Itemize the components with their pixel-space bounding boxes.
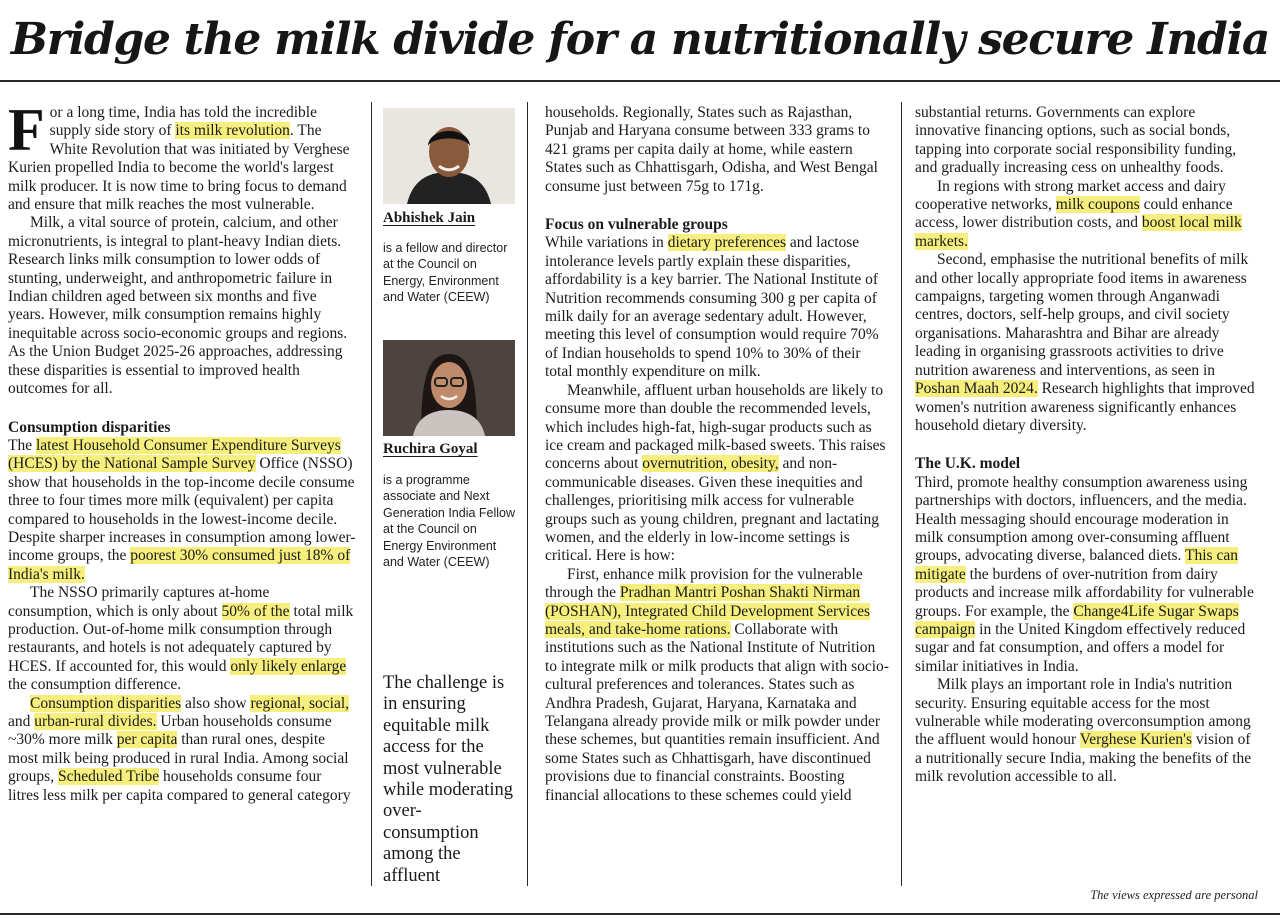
highlight: per capita [116, 731, 178, 749]
paragraph: The latest Household Consumer Expenditure Surveys (HCES) by the National Sample Survey Office (NSSO) show that households in the top-income decile consume three to four times more milk (equivalent) per capita compared to households in the lowest-income decile. Despite sharper increases in consumption among lower-income groups, the poorest 30% consumed just 18% of India's milk. [8, 436, 356, 583]
author-photo-ruchira [383, 340, 515, 436]
highlight: Scheduled Tribe [57, 768, 160, 786]
paragraph-intro: For a long time, India has told the incredible supply side story of its milk revolution. The White Revolution that was initiated by Verghese Kurien propelled India to become the world's largest milk producer. It is now time to bring focus to demand and ensure that milk reaches the most vulnerable. [8, 104, 350, 214]
article-headline: Bridge the milk divide for a nutritionally secure India [10, 14, 1270, 65]
paragraph: In regions with strong market access and dairy cooperative networks, milk coupons could enhance access, lower distribution costs, and boost local milk markets. [915, 177, 1242, 250]
paragraph: Milk plays an important role in India's nutrition security. Ensuring equitable access for the most vulnerable while moderating overconsumption among the affluent would honour Verghese Kurien's vision of a nutritionally secure India, making the benefits of the milk revolution accessible to all. [915, 676, 1252, 786]
paragraph: Second, emphasise the nutritional benefits of milk and other locally appropriate food items in awareness campaigns, targeting women through Anganwadi centres, doctors, self-help groups, and civil society organisations. Maharashtra and Bihar are already leading in organising grassroots activities to drive nutrition awareness and interventions, as seen in Poshan Maah 2024. Research highlights that improved women's nutrition awareness significantly enhances household dietary diversity. [915, 251, 1255, 434]
highlight: Consumption disparities [30, 694, 182, 712]
paragraph: substantial returns. Governments can explore innovative financing options, such as social bonds, tapping into corporate social responsibility funding, and gradually increasing cess on unhealthy foods. [915, 104, 1237, 177]
author-bio: is a fellow and director at the Council on Energy, Environment and Water (CEEW) [383, 241, 508, 305]
highlight: poorest 30% consumed just 18% of India's milk. [8, 547, 351, 583]
column-divider-1 [371, 102, 372, 886]
paragraph: Meanwhile, affluent urban households are likely to consume more than double the recommended levels, which includes high-fat, high-sugar products such as ice cream and packaged milk-based sweets. This raises concerns about overnutrition, obesity, and non-communicable diseases. Given these inequities and challenges, prioritising milk access for vulnerable groups such as young children, pregnant and lactating women, and the elderly in low-income settings is critical. Here is how: [545, 381, 886, 565]
section-heading-consumption: Consumption disparities [8, 418, 171, 436]
paragraph: Consumption disparities also show regional, social, and urban-rural divides. Urban households consume ~30% more milk per capita than rural ones, despite most milk being produced in rural India. Among social groups, Scheduled Tribe households consume four litres less milk per capita compared to general category [8, 694, 351, 804]
column-divider-3 [901, 102, 902, 886]
drop-cap: F [8, 104, 45, 163]
footer-rule [0, 913, 1280, 915]
highlight: only likely enlarge [230, 657, 347, 675]
author-name: Abhishek Jain [383, 210, 476, 226]
section-heading-uk-model: The U.K. model [915, 455, 1021, 473]
highlight: regional, social, [250, 694, 350, 712]
article-column-1 [8, 104, 356, 894]
man-portrait-icon [383, 108, 515, 204]
highlight: This can mitigate [915, 547, 1238, 583]
highlight: latest Household Consumer Expenditure Surveys (HCES) by the National Sample Survey [8, 436, 341, 473]
highlight: Poshan Maah 2024. [915, 380, 1038, 398]
highlight: Change4Life Sugar Swaps campaign [915, 602, 1239, 638]
author-bio: is a programme associate and Next Generation India Fellow at the Council on Energy Environment and Water (CEEW) [383, 473, 516, 570]
paragraph: The NSSO primarily captures at-home consumption, which is only about 50% of the total milk production. Out-of-home milk consumption through restaurants, and hotels is not adequately captured by HCES. If accounted for, this would only likely enlarge the consumption difference. [8, 584, 354, 694]
paragraph: Third, promote healthy consumption awareness using partnerships with doctors, influencers, and the media. Health messaging should encourage moderation in milk consumption among over-consuming affluent groups, advocating diverse, balanced diets. This can mitigate the burdens of over-nutrition from dairy products and increase milk affordability for vulnerable groups. For example, the Change4Life Sugar Swaps campaign in the United Kingdom effectively reduced sugar and fat consumption, and offers a model for similar initiatives in India. [915, 473, 1254, 675]
highlight: Verghese Kurien's [1079, 731, 1193, 749]
article-column-3 [545, 104, 890, 894]
paragraph: households. Regionally, States such as Rajasthan, Punjab and Haryana consume between 333 grams to 421 grams per capita daily at home, while eastern States such as Chhattisgarh, Odisha, and West Bengal consume just between 75g to 171g. [545, 104, 878, 195]
paragraph: Milk, a vital source of protein, calcium, and other micronutrients, is integral to plant-heavy Indian diets. Research links milk consumption to lower odds of stunting, underweight, and anthropometric failure in Indian children aged between six months and five years. However, milk consumption remains highly inequitable across socio-economic groups and regions. As the Union Budget 2025-26 approaches, addressing these disparities is essential to improved health outcomes for all. [8, 214, 348, 398]
highlight: dietary preferences [667, 234, 787, 252]
woman-portrait-icon [383, 340, 515, 436]
author-name: Ruchira Goyal [383, 441, 478, 457]
highlight: overnutrition, obesity, [642, 455, 779, 473]
highlight: its milk revolution [175, 122, 290, 140]
column-divider-2 [527, 102, 528, 886]
highlight: Pradhan Mantri Poshan Shakti Nirman (POSHAN), Integrated Child Development Services meals, and take-home rations. [545, 584, 871, 638]
highlight: boost local milk markets. [915, 214, 1242, 250]
paragraph: While variations in dietary preferences and lactose intolerance levels partly explain these disparities, affordability is a key barrier. The National Institute of Nutrition recommends consuming 300 g per capita of milk daily for an average sedentary adult. However, meeting this level of consumption would require 70% of Indian households to spend 10% to 30% of their total monthly expenditure on milk. [545, 234, 879, 381]
paragraph: First, enhance milk provision for the vulnerable through the Pradhan Mantri Poshan Shakti Nirman (POSHAN), Integrated Child Development Services meals, and take-home rations. Collaborate with institutions such as the National Institute of Nutrition to integrate milk or milk products that align with socio-cultural preferences and tolerances. States such as Andhra Pradesh, Gujarat, Haryana, Karnataka and Telangana already provide milk or milk powder under these schemes, but quantities remain insufficient. And some States such as Chhattisgarh, have discontinued provisions due to financial constraints. Boosting financial allocations to these schemes could yield [545, 565, 889, 804]
article-column-4 [915, 104, 1260, 874]
highlight: urban-rural divides. [34, 713, 157, 730]
highlight: milk coupons [1055, 196, 1140, 214]
pull-quote: The challenge is in ensuring equitable milk access for the most vulnerable while moderating over-consumption among the affluent [383, 673, 513, 886]
highlight: 50% of the [221, 602, 290, 620]
disclaimer-note: The views expressed are personal [1090, 888, 1258, 902]
section-heading-vulnerable: Focus on vulnerable groups [545, 216, 728, 234]
headline-rule [0, 80, 1280, 82]
author-photo-abhishek [383, 108, 515, 204]
